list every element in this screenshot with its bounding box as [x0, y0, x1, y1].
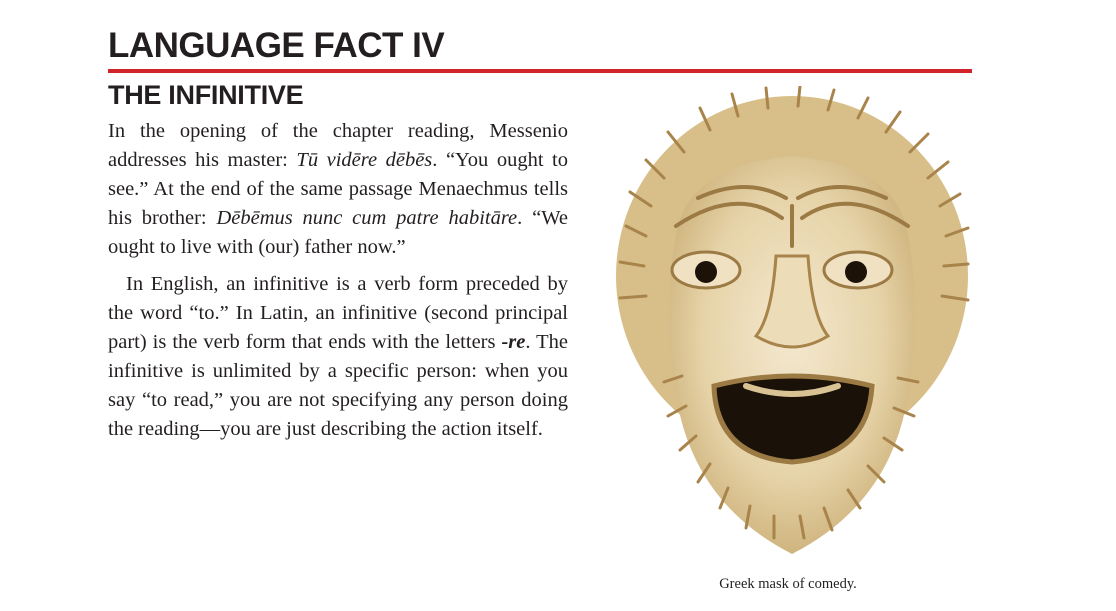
paragraph-2: [108, 270, 568, 444]
infinitive-ending: -re: [501, 331, 526, 353]
paragraph-1-text-c: . “We ought to live with (our) father now.”: [108, 207, 569, 258]
paragraph-1-text-b: . “You ought to see.” At the end of the same passage Menaechmus tells his brother:: [108, 149, 568, 229]
paragraph-1-text-a: In the opening of the chapter reading, Messenio addresses his master:: [108, 120, 568, 171]
paragraph-2-text-b: . The infinitive is unlimited by a specific person: when you say “to read,” you are not specifying any person doing the reading—you are just describing the action itself.: [108, 331, 568, 440]
body-text: [108, 117, 568, 444]
paragraph-2-text-a: In English, an infinitive is a verb form preceded by the word “to.” In Latin, an infinitive (second principal part) is the verb form that ends with the letters: [108, 273, 568, 353]
section-title: LANGUAGE FACT IV: [108, 26, 445, 65]
comedy-mask-image: [606, 86, 978, 574]
section-divider: [108, 69, 972, 73]
subsection-title: THE INFINITIVE: [108, 80, 304, 110]
latin-example-1: Tū vidēre dēbēs: [296, 149, 433, 171]
figure-caption: Greek mask of comedy.: [719, 576, 857, 592]
latin-example-2: Dēbēmus nunc cum patre habitāre: [216, 207, 518, 229]
paragraph-1: [108, 117, 568, 262]
